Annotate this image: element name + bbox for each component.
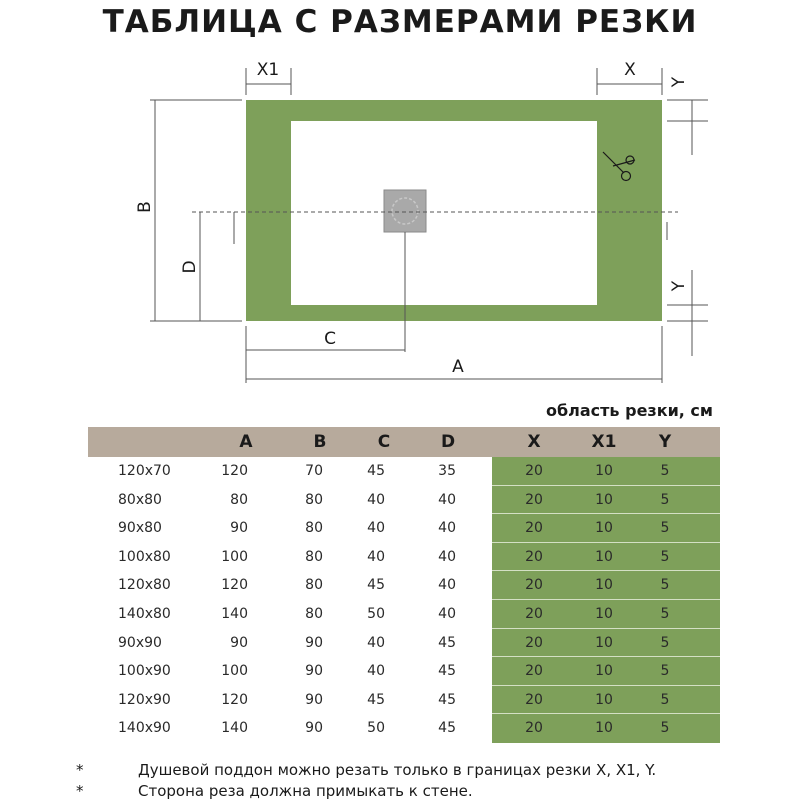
row-name: 120x90: [118, 691, 171, 708]
cell-b: 90: [305, 634, 323, 651]
cell-c: 45: [367, 577, 385, 594]
cell-y: 5: [660, 720, 670, 737]
cell-y: 5: [660, 577, 670, 594]
table-row: [88, 457, 720, 486]
cell-b: 90: [305, 691, 323, 708]
table-caption: область резки, см: [545, 401, 713, 420]
note-text: Сторона реза должна примыкать к стене.: [138, 782, 473, 800]
cell-c: 45: [367, 691, 385, 708]
cell-c: 50: [367, 606, 385, 622]
cell-d: 45: [438, 634, 456, 651]
cell-b: 80: [305, 577, 323, 594]
header-y: Y: [658, 432, 672, 452]
cell-c: 40: [367, 663, 385, 680]
label-c: C: [324, 329, 336, 349]
row-name: 120x70: [118, 463, 171, 479]
cell-x1: 10: [595, 634, 613, 651]
label-y-top: Y: [669, 76, 689, 88]
cell-a: 120: [221, 463, 248, 479]
cell-y: 5: [660, 548, 670, 565]
row-name: 120x80: [118, 577, 171, 594]
cell-d: 40: [438, 548, 456, 565]
cell-x1: 10: [595, 577, 613, 594]
label-b: B: [135, 201, 155, 213]
cell-x1: 10: [595, 663, 613, 680]
cell-b: 80: [305, 491, 323, 508]
cell-c: 40: [367, 548, 385, 565]
label-x: X: [624, 60, 636, 80]
cell-d: 40: [438, 520, 456, 537]
cell-b: 80: [305, 520, 323, 537]
table-header: [88, 427, 720, 457]
tray-inner: [291, 121, 597, 305]
drain: [384, 190, 426, 232]
row-name: 140x90: [118, 720, 171, 737]
cell-a: 100: [221, 663, 248, 680]
cell-y: 5: [660, 606, 670, 622]
label-y-bottom: Y: [669, 280, 689, 292]
table-row: [88, 686, 720, 715]
label-d: D: [180, 260, 200, 274]
cell-d: 45: [438, 663, 456, 680]
cell-y: 5: [660, 491, 670, 508]
cell-a: 120: [221, 577, 248, 594]
cell-y: 5: [660, 663, 670, 680]
row-name: 90x90: [118, 634, 162, 651]
cell-x: 20: [525, 491, 543, 508]
row-name: 140x80: [118, 606, 171, 622]
cell-d: 40: [438, 491, 456, 508]
cell-b: 80: [305, 606, 323, 622]
cell-y: 5: [660, 520, 670, 537]
cutting-table: [88, 427, 720, 737]
cell-x: 20: [525, 720, 543, 737]
header-x: X: [527, 432, 541, 452]
cell-x1: 10: [595, 463, 613, 479]
cell-x1: 10: [595, 720, 613, 737]
row-name: 100x80: [118, 548, 171, 565]
cell-x: 20: [525, 663, 543, 680]
cell-x1: 10: [595, 691, 613, 708]
cell-a: 120: [221, 691, 248, 708]
cell-a: 90: [230, 634, 248, 651]
cell-x1: 10: [595, 548, 613, 565]
note-marker: *: [76, 782, 84, 800]
cell-y: 5: [660, 634, 670, 651]
table-row: [88, 629, 720, 658]
cell-c: 50: [367, 720, 385, 737]
label-x1: X1: [256, 60, 280, 80]
cell-b: 70: [305, 463, 323, 479]
cell-a: 80: [230, 491, 248, 508]
cell-c: 40: [367, 491, 385, 508]
table-row: [88, 486, 720, 515]
table-row: [88, 714, 720, 743]
cell-c: 40: [367, 520, 385, 537]
header-c: C: [377, 432, 391, 452]
header-b: B: [313, 432, 327, 452]
cell-d: 40: [438, 577, 456, 594]
cell-y: 5: [660, 691, 670, 708]
page-title: ТАБЛИЦА С РАЗМЕРАМИ РЕЗКИ: [102, 4, 698, 40]
cell-x: 20: [525, 634, 543, 651]
note-marker: *: [76, 761, 84, 779]
table-row: [88, 571, 720, 600]
cell-d: 40: [438, 606, 456, 622]
header-x1: X1: [591, 432, 617, 452]
notes: [76, 760, 776, 802]
note-text: Душевой поддон можно резать только в границах резки X, X1, Y.: [138, 761, 657, 779]
header-d: D: [440, 432, 456, 452]
cell-x: 20: [525, 520, 543, 537]
table-row: [88, 600, 720, 629]
table-row: [88, 543, 720, 572]
cell-d: 45: [438, 691, 456, 708]
cell-x1: 10: [595, 606, 613, 622]
cell-x: 20: [525, 577, 543, 594]
cell-a: 140: [221, 606, 248, 622]
cell-x: 20: [525, 548, 543, 565]
cell-b: 90: [305, 663, 323, 680]
cell-d: 45: [438, 720, 456, 737]
cell-x: 20: [525, 691, 543, 708]
cell-a: 100: [221, 548, 248, 565]
row-name: 80x80: [118, 491, 162, 508]
cell-x: 20: [525, 606, 543, 622]
note: [76, 760, 776, 781]
header-a: A: [239, 432, 253, 452]
cell-c: 40: [367, 634, 385, 651]
cell-a: 90: [230, 520, 248, 537]
cell-b: 90: [305, 720, 323, 737]
cell-c: 45: [367, 463, 385, 479]
cell-y: 5: [660, 463, 670, 479]
note: [76, 781, 776, 802]
table-row: [88, 657, 720, 686]
row-name: 90x80: [118, 520, 162, 537]
cell-b: 80: [305, 548, 323, 565]
cell-x1: 10: [595, 520, 613, 537]
table-row: [88, 514, 720, 543]
row-name: 100x90: [118, 663, 171, 680]
cutting-diagram: [0, 0, 800, 400]
cell-a: 140: [221, 720, 248, 737]
cell-d: 35: [438, 463, 456, 479]
cell-x1: 10: [595, 491, 613, 508]
cell-x: 20: [525, 463, 543, 479]
label-a: A: [452, 357, 464, 377]
